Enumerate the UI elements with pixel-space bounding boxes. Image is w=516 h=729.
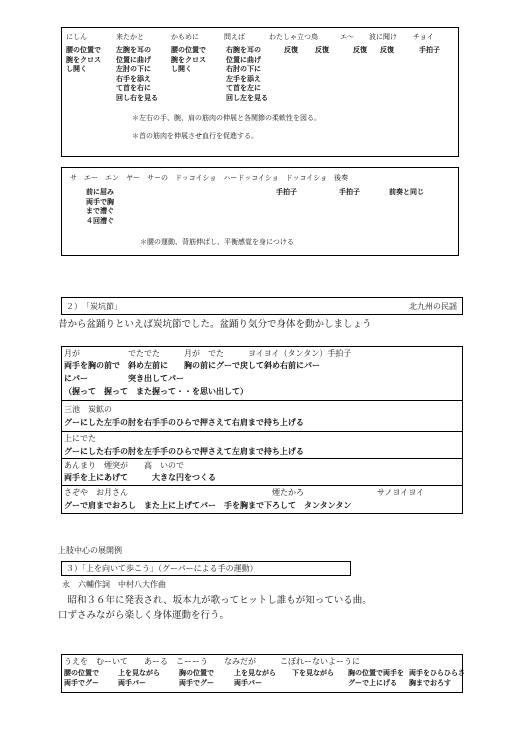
note: ＊腰の運動、背筋伸ばし、平衡感覚を身につける [140,238,294,246]
action-line: （握って 握って また握って・・を思い出して） [64,387,248,396]
action-col-4: 右腕を耳の 位置に曲げ 右肘の下に 左手を添え て首を左に 回し左を見る [226,46,268,102]
repeat-label: 反復 [380,46,394,54]
row-divider [62,400,462,401]
lyric-line: 煙たかろ [272,488,304,497]
clap-label: 手拍子 [276,188,297,196]
action-col-1: 腰の位置で 腕をクロス し開く [66,46,101,73]
repeat-label: 反復 [315,46,329,54]
box-soran-part2 [61,167,459,256]
song-credits: 永 六輔作詞 中村八大作曲 [62,580,166,589]
repeat-label: 反復 [353,46,367,54]
section-title-box [61,297,463,315]
lyric-line: 月が でたでた 月が でた ヨイヨイ（タンタン）手拍子 [64,349,352,358]
lyric-line: うえを むーいて あーる こーーう なみだが こぼれーないよーうに [64,657,360,666]
section-title-box [61,561,351,576]
box-tankobushi [61,346,463,514]
action-cell: 腰の位置で 両手でグー [64,669,99,687]
row-divider [62,431,462,432]
note: ＊首の筋肉を伸展させ血行を促進する。 [132,132,258,140]
lyric-line: 上にでた [64,434,96,443]
song-origin: 北九州の民謡 [409,302,457,311]
lyric-line: あんまり 煙突が 高 いので [64,461,184,470]
section-title: ２） 「炭坑節」 [66,302,122,311]
action-col-2: 左腕を耳の 位置に曲げ 左肘の下に 右手を添え て首を右に 回し右を見る [116,46,158,102]
clap-label: 手拍子 [339,188,360,196]
action-cell: 両手をひらひらさ 胸までおろす [409,669,465,687]
action-cell: 上を見ながら 両手パー [118,669,160,687]
action-cell: 胸の位置で両手を グーで上にげる [348,669,404,687]
lyric-line: さぞや お月さん [64,488,128,497]
box-soran-part1: にしん 来たかと かもめに 問えば わたしゃ立つ鳥 エ～ 波に聞け チョイ 腰の位置で 腕をクロス し開く 左腕を耳の 位置に曲げ 左肘の下に 右手を添え て首を右に 回し右を見る 腰の位置で 腕をクロス し開く 右腕を耳の 位置に曲げ 右肘の下に 左手を添え て首を左に 回し左を見る 反復 反復 反復 反復 手拍子 ＊左右の手、腕、肩の筋肉の伸展と各関節の柔軟性を図る。 ＊首の筋肉を伸展させ血行を促進する。 [61,27,459,157]
clap-label: 手拍子 [419,46,440,54]
action-cell: 上を見ながら 両手パー [234,669,276,687]
section-intro: 昔から盆踊りといえば炭坑節でした。盆踊り気分で身体を動かしましょう [58,319,372,330]
note: ＊左右の手、腕、肩の筋肉の伸展と各関節の柔軟性を図る。 [132,114,321,122]
repeat-label: 反復 [284,46,298,54]
action-line: グーにした右手の肘を左手手のひらで押さえて左肩まで持ち上げる [64,447,304,456]
row-divider [62,458,462,459]
box-ue-wo-muite [61,654,463,693]
section-heading: 上肢中心の展開例 [58,546,122,555]
action-col-3: 腰の位置で 腕をクロス し開く [171,46,206,73]
action-line: グーにした左手の肘を右手手のひらで押さえて右肩まで持ち上げる [64,418,304,427]
action-rowing: 前に屈み 両手で胸 まで漕ぐ ４回漕ぐ [86,188,114,225]
prelude-same-label: 前奏と同じ [389,188,424,196]
lyric-line: 三池 炭鉱の [64,405,112,414]
action-line: グーで肩までおろし また上に上げてパー 手を胸まで下ろして タンタンタン [64,501,352,510]
action-line: 両手を上にあげて 大きな円をつくる [64,473,216,482]
action-cell: 下を見ながら [292,669,334,677]
lyric-header: サ エー エン ヤー サーの ドッコイショ ハードッコイショ ドッコイショ 後奏 [70,174,349,182]
action-cell: 胸の位置で 両手でグー [179,669,214,687]
lyric-line: サノヨイヨイ [377,488,424,497]
section-desc: 口ずさみながら楽しく身体運動を行う。 [58,610,230,621]
section-title: ３）「上を向いて歩こう」（グーパーによる手の運動） [66,564,258,573]
action-line: 両手を胸の前で 斜め左前に 胸の前にグーで戻して斜め右前にパー [64,361,320,370]
section-desc: 昭和３６年に発表され、坂本九が歌ってヒットし誰もが知っている曲。 [58,595,372,606]
row-divider [62,485,462,486]
action-line: にパー 突き出してパー [64,374,184,383]
